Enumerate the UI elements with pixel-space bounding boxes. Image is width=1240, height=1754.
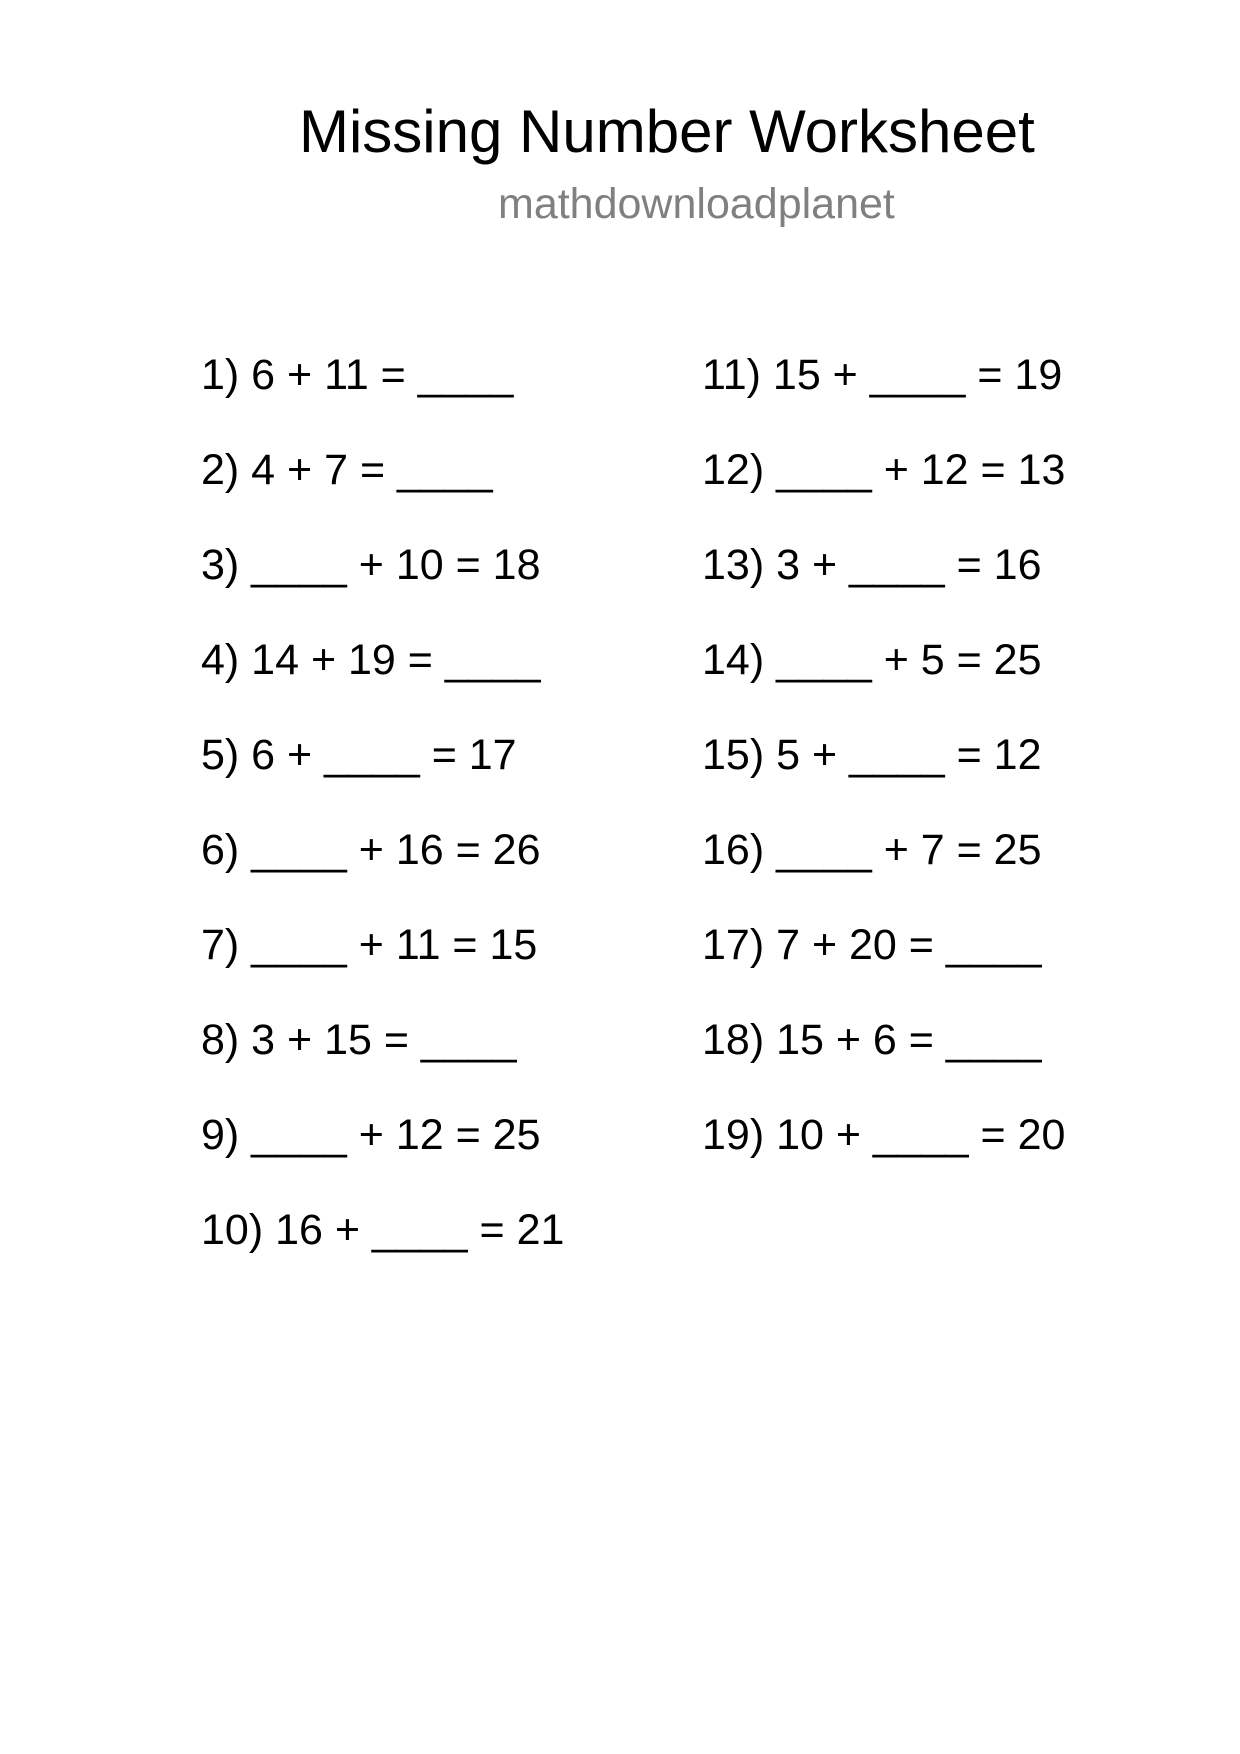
problem-1: 1) 6 + 11 = ____: [201, 351, 514, 399]
problem-13: 13) 3 + ____ = 16: [702, 541, 1042, 589]
problem-4: 4) 14 + 19 = ____: [201, 636, 541, 684]
problem-3: 3) ____ + 10 = 18: [201, 541, 541, 589]
worksheet-title: Missing Number Worksheet: [299, 98, 1035, 165]
problem-8: 8) 3 + 15 = ____: [201, 1016, 517, 1064]
problem-16: 16) ____ + 7 = 25: [702, 826, 1042, 874]
problem-6: 6) ____ + 16 = 26: [201, 826, 541, 874]
problem-17: 17) 7 + 20 = ____: [702, 921, 1042, 969]
problems-left-column: [201, 350, 564, 1300]
problem-7: 7) ____ + 11 = 15: [201, 921, 538, 969]
problems-right-column: [702, 350, 1065, 1205]
worksheet-subtitle: mathdownloadplanet: [498, 180, 895, 228]
problem-10: 10) 16 + ____ = 21: [201, 1206, 565, 1254]
problem-5: 5) 6 + ____ = 17: [201, 731, 517, 779]
problem-19: 19) 10 + ____ = 20: [702, 1111, 1066, 1159]
problem-15: 15) 5 + ____ = 12: [702, 731, 1042, 779]
problem-14: 14) ____ + 5 = 25: [702, 636, 1042, 684]
problem-18: 18) 15 + 6 = ____: [702, 1016, 1042, 1064]
problem-9: 9) ____ + 12 = 25: [201, 1111, 541, 1159]
problem-11: 11) 15 + ____ = 19: [702, 351, 1063, 399]
problem-12: 12) ____ + 12 = 13: [702, 446, 1066, 494]
problem-2: 2) 4 + 7 = ____: [201, 446, 493, 494]
